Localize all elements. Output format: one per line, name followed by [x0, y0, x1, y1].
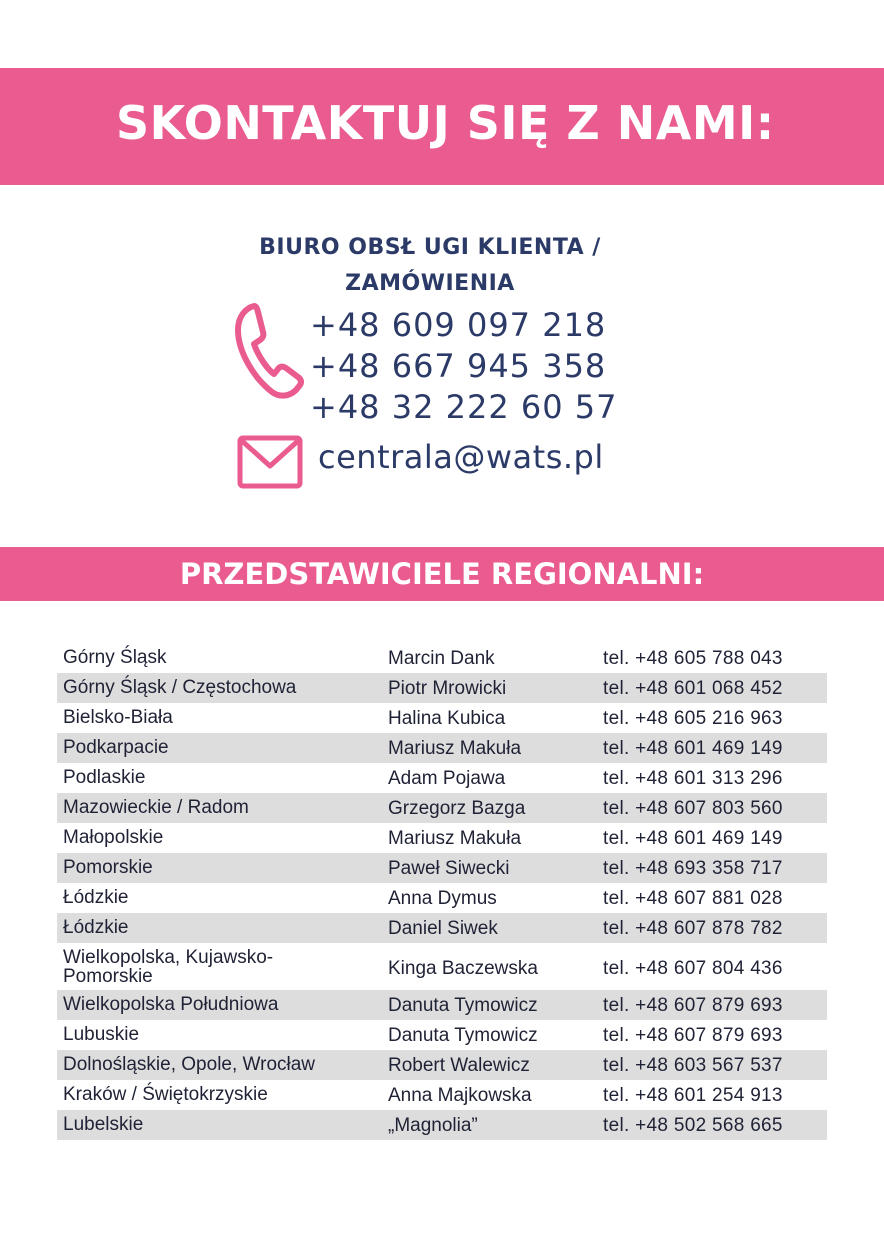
row-name: „Magnolia” [388, 1115, 478, 1136]
table-row [57, 913, 827, 943]
row-tel[interactable]: tel. +48 605 788 043 [603, 648, 783, 669]
row-tel[interactable]: tel. +48 601 254 913 [603, 1085, 783, 1106]
row-tel[interactable]: tel. +48 607 878 782 [603, 918, 783, 939]
table-row [57, 990, 827, 1020]
page-title: SKONTAKTUJ SIĘ Z NAMI: [116, 96, 775, 150]
table-row [57, 943, 827, 990]
table-row [57, 643, 827, 673]
row-region: Mazowieckie / Radom [63, 797, 249, 818]
table-row [57, 1020, 827, 1050]
table-row [57, 1080, 827, 1110]
row-region: Podkarpacie [63, 737, 169, 758]
row-tel[interactable]: tel. +48 601 313 296 [603, 768, 783, 789]
office-phone-3[interactable]: +48 32 222 60 57 [310, 388, 618, 426]
row-name: Mariusz Makuła [388, 828, 522, 849]
row-tel[interactable]: tel. +48 502 568 665 [603, 1115, 783, 1136]
row-name: Robert Walewicz [388, 1055, 530, 1076]
row-tel[interactable]: tel. +48 607 879 693 [603, 995, 783, 1016]
row-name: Danuta Tymowicz [388, 995, 538, 1016]
row-name: Marcin Dank [388, 648, 495, 669]
row-region: Małopolskie [63, 827, 164, 848]
row-region: Lubuskie [63, 1024, 140, 1045]
table-row [57, 703, 827, 733]
office-phones [310, 305, 617, 428]
row-region: Górny Śląsk [63, 647, 167, 668]
table-row [57, 1110, 827, 1140]
office-email[interactable]: centrala@wats.pl [318, 438, 604, 476]
row-tel[interactable]: tel. +48 601 469 149 [603, 828, 783, 849]
table-row [57, 853, 827, 883]
office-title-line2: ZAMÓWIENIA [345, 271, 515, 296]
row-name: Mariusz Makuła [388, 738, 522, 759]
phone-handset-icon [232, 300, 304, 400]
header-banner [0, 68, 884, 185]
regional-title: PRZEDSTAWICIELE REGIONALNI: [179, 557, 705, 591]
table-row [57, 793, 827, 823]
table-row [57, 673, 827, 703]
office-phone-2[interactable]: +48 667 945 358 [310, 347, 607, 385]
row-tel[interactable]: tel. +48 605 216 963 [603, 708, 783, 729]
office-title [200, 230, 660, 302]
row-region: Pomorskie [63, 857, 153, 878]
row-name: Adam Pojawa [388, 768, 506, 789]
regional-table [57, 643, 827, 1140]
envelope-icon [236, 434, 304, 490]
row-region: Podlaskie [63, 767, 146, 788]
row-tel[interactable]: tel. +48 601 469 149 [603, 738, 783, 759]
row-tel[interactable]: tel. +48 607 803 560 [603, 798, 783, 819]
row-name: Danuta Tymowicz [388, 1025, 538, 1046]
row-name: Halina Kubica [388, 708, 506, 729]
row-name: Piotr Mrowicki [388, 678, 507, 699]
table-row [57, 733, 827, 763]
row-region: Wielkopolska, Kujawsko-Pomorskie [63, 947, 274, 987]
row-region: Dolnośląskie, Opole, Wrocław [63, 1054, 316, 1075]
row-region: Bielsko-Biała [63, 707, 173, 728]
table-row [57, 763, 827, 793]
row-name: Kinga Baczewska [388, 958, 538, 979]
row-region: Lubelskie [63, 1114, 144, 1135]
table-row [57, 823, 827, 853]
row-tel[interactable]: tel. +48 601 068 452 [603, 678, 783, 699]
row-tel[interactable]: tel. +48 603 567 537 [603, 1055, 783, 1076]
row-region: Łódzkie [63, 917, 129, 938]
row-tel[interactable]: tel. +48 607 804 436 [603, 958, 783, 979]
row-region: Łódzkie [63, 887, 129, 908]
row-tel[interactable]: tel. +48 607 881 028 [603, 888, 783, 909]
office-title-line1: BIURO OBSŁ UGI KLIENTA / [259, 235, 601, 260]
table-row [57, 883, 827, 913]
regional-banner [0, 547, 884, 601]
row-name: Anna Majkowska [388, 1085, 532, 1106]
row-name: Anna Dymus [388, 888, 497, 909]
row-region: Wielkopolska Południowa [63, 994, 279, 1015]
row-region: Kraków / Świętokrzyskie [63, 1084, 268, 1105]
row-tel[interactable]: tel. +48 607 879 693 [603, 1025, 783, 1046]
row-name: Paweł Siwecki [388, 858, 510, 879]
row-name: Daniel Siwek [388, 918, 498, 939]
office-phone-1[interactable]: +48 609 097 218 [310, 306, 607, 344]
row-region: Górny Śląsk / Częstochowa [63, 677, 297, 698]
row-name: Grzegorz Bazga [388, 798, 526, 819]
row-tel[interactable]: tel. +48 693 358 717 [603, 858, 783, 879]
table-row [57, 1050, 827, 1080]
